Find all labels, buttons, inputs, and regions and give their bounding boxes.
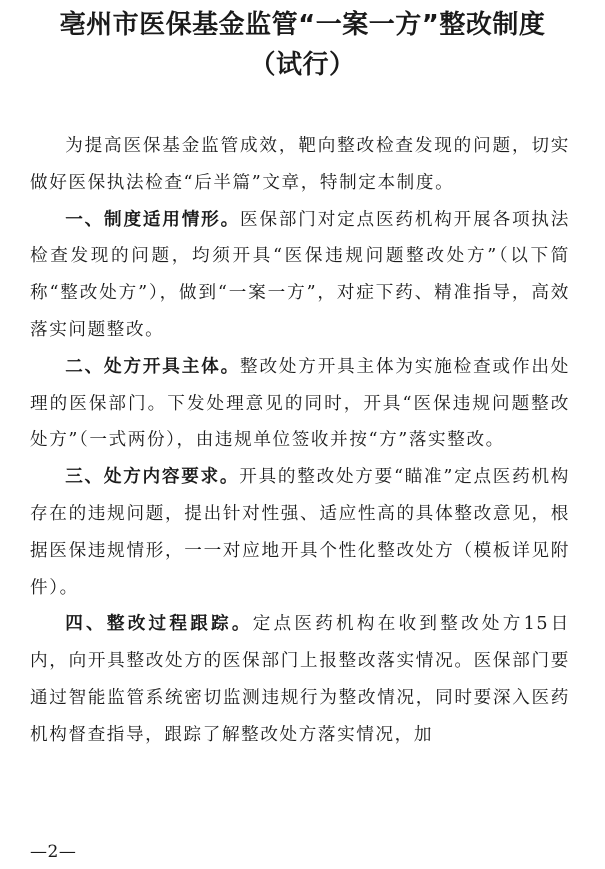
section-3-paragraph [30, 459, 570, 606]
paragraph-text: 为提高医保基金监管成效，靶向整改检查发现的问题，切实做好医保执法检查“后半篇”文章，特制定本制度。 [30, 136, 570, 193]
section-2-text: 整改处方开具主体为实施检查或作出处理的医保部门。下发处理意见的同时，开具“医保违规问题整改处方”（一式两份），由违规单位签收并按“方”落实整改。 [30, 356, 571, 451]
section-1-paragraph [30, 202, 570, 349]
section-4-heading: 四、整改过程跟踪。 [65, 614, 253, 635]
document-title: 亳州市医保基金监管“一案一方”整改制度 [59, 10, 546, 40]
page-number: —2— [30, 842, 77, 862]
section-1-heading: 一、制度适用情形。 [65, 209, 241, 230]
document-subtitle: （试行） [249, 50, 356, 80]
section-2-heading: 二、处方开具主体。 [65, 356, 241, 377]
section-3-heading: 三、处方内容要求。 [65, 467, 240, 488]
section-2-paragraph [30, 349, 570, 459]
section-4-text: 定点医药机构在收到整改处方15日内，向开具整改处方的医保部门上报整改落实情况。医保部门要通过智能监管系统密切监测违规行为整改情况，同时要深入医药机构督查指导，跟踪了解整改处方落实情况，加 [30, 614, 570, 745]
intro-paragraph [30, 128, 570, 202]
section-3-text: 开具的整改处方要“瞄准”定点医药机构存在的违规问题，提出针对性强、适应性高的具体整改意见，根据医保违规情形，一一对应地开具个性化整改处方（模板详见附件）。 [30, 467, 571, 598]
section-1-text: 医保部门对定点医药机构开展各项执法检查发现的问题，均须开具“医保违规问题整改处方”（以下简称“整改处方”），做到“一案一方”，对症下药、精准指导，高效落实问题整改。 [30, 209, 571, 340]
document-body [30, 128, 570, 754]
section-4-paragraph [30, 606, 570, 753]
